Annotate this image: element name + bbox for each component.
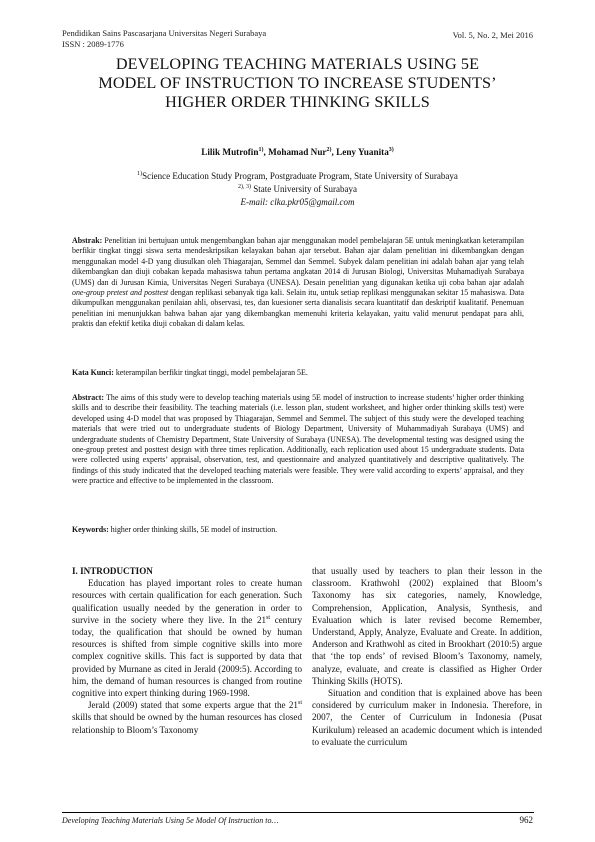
footer-running-title: Developing Teaching Materials Using 5e Model Of Instruction to… <box>62 816 279 825</box>
kata-kunci: Kata Kunci: keterampilan berfikir tingkat tinggi, model pembelajaran 5E. <box>72 368 308 377</box>
intro-paragraph-1: Education has played important roles to create human resources with certain qualification for each generation. Such qualification usually needed by the generation in order to survive in the society where they live. In the 21st century today, the qualification that should be owned by human resources is shifted from simple cognitive skills into more complex cognitive skills. This fact is supported by data that provided by Murnane as cited in Jerald (2009:5). According to him, the demand of human resources is changed from routine cognitive into expert thinking during 1969-1998. <box>72 578 303 699</box>
title-line-3: HIGHER ORDER THINKING SKILLS <box>165 93 430 111</box>
title-line-2: MODEL OF INSTRUCTION TO INCREASE STUDENTS’ <box>98 74 497 92</box>
affiliation-1: $^{1)}$Science Education Study Program, Postgraduate Program, State University of Surabaya <box>137 171 458 181</box>
footer-rule <box>62 812 534 813</box>
right-paragraph-1: that usually used by teachers to plan their lesson in the classroom. Krathwohl (2002) explained that Bloom’s Taxonomy has six categories, namely, Knowledge, Comprehension, Application, Analysis, Synthesis, and Evaluation which is later revised become Remember, Understand, Apply, Analyze, Evaluate and Create. In addition, Anderson and Krathwohl as cited in Brookhart (2010:5) argue that ‘the top ends’ of revised Bloom’s Taxonomy, namely, analyze, evaluate, and create is classified as Higher Order Thinking Skills (HOTS). <box>312 566 542 686</box>
title-line-1: DEVELOPING TEACHING MATERIALS USING 5E <box>115 55 480 73</box>
right-paragraph-2: Situation and condition that is explained above has been considered by curriculum maker in Indonesia. Therefore, in 2007, the Center of Curriculum in Indonesia (Pusat Kurikulum) released an academic document which is intended to evaluate the curriculum <box>312 688 542 747</box>
author-email: E-mail: clka.pkr05@gmail.com <box>240 197 355 207</box>
right-column <box>312 565 542 748</box>
journal-name: Pendidikan Sains Pascasarjana Universitas Negeri Surabaya <box>62 28 267 38</box>
author-1-sup: 1) <box>258 146 264 153</box>
left-column <box>72 565 302 736</box>
journal-header <box>62 28 266 50</box>
author-3-sup: 3) <box>388 146 394 153</box>
author-2-sup: 2) <box>326 146 332 153</box>
affiliation-2: $^{2), 3)}$ State University of Surabaya <box>238 184 357 194</box>
intro-paragraph-2: Jerald (2009) stated that some experts argue that the 21st skills that should be owned by the human resources has closed relationship to Bloom’s Taxonomy <box>72 700 302 735</box>
page-number: 962 <box>519 815 533 825</box>
abstract-label: Abstract: <box>72 393 104 402</box>
abstract-paragraph: Abstract: The aims of this study were to develop teaching materials using 5E model of instruction to increase students’ higher order thinking skills and to describe their feasibility. The teaching materials (i.e. lesson plan, student worksheet, and higher order thinking skills test) were developed using 4-D model that was proposed by Thiagarajan, Semmel and Semmel. The subject of this study were the developed teaching materials that were tried out to undergraduate students of Biology Department, University of Muhammadiyah Surabaya (UMS) and undergraduate students of Chemistry Department, State University of Surabaya (UNESA). The developmental testing was designed using the one-group pretest and posttest design with three times replication. Additionally, each replication used about 15 undergraduate students. Data were collected using experts’ appraisal, observation, test, and questionnaire and analyzed quantitatively and descriptive qualitatively. The findings of this study indicated that the developed teaching materials were feasible. They were valid according to experts’ appraisal, and they were practice and effective to be implemented in the classroom. <box>72 393 524 486</box>
journal-volume: Vol. 5, No. 2, Mei 2016 <box>452 30 533 40</box>
abstrak-label: Abstrak: <box>72 236 103 245</box>
kata-kunci-label: Kata Kunci: <box>72 368 114 377</box>
author-1: Lilik Mutrofin <box>201 147 259 157</box>
abstrak-paragraph: Abstrak: Penelitian ini bertujuan untuk mengembangkan bahan ajar menggunakan model pembelajaran 5E untuk meningkatkan keterampilan berfikir tingkat tinggi siswa serta mendeskripsikan kelayakan bahan ajar tersebut. Bahan ajar dalam penelitian ini dikembangkan dengan menggunakan model 4-D yang diusulkan oleh Thiagarajan, Semmel dan Semmel. Subyek dalam penelitian ini adalah bahan ajar yang telah dikembangkan dan diuji cobakan kepada mahasiswa tahun pertama angkatan 2014 di Jurusan Biologi, Universitas Muhamadiyah Surabaya (UMS) dan di Jurusan Kimia, Universitas Negeri Surabaya (UNESA). Desain penelitian yang digunakan ketika uji coba bahan ajar adalah one-group pretest and posttest dengan replikasi sebanyak tiga kali. Selain itu, untuk setiap replikasi menggunakan sekitar 15 mahasiswa. Data dikumpulkan menggunakan penilaian ahli, observasi, tes, dan kuesioner serta dianalisis secara kuantitatif dan deskriptif kualitatif. Penemuan penelitian ini menunjukkan bahwa bahan ajar yang dikembangkan memenuhi kriteria kelayakan, yaitu valid menurut pendapat para ahli, praktis dan efektif ketika diuji cobakan di dalam kelas. <box>72 236 524 329</box>
author-list: Lilik Mutrofin$^{1)}$, Mohamad Nur$^{2)}$, Leny Yuanita$^{3)}$ <box>201 146 394 157</box>
keywords: Keywords: higher order thinking skills, 5E model of instruction. <box>72 525 278 534</box>
section-title: I. INTRODUCTION <box>72 566 153 576</box>
author-3: Leny Yuanita <box>336 147 389 157</box>
keywords-label: Keywords: <box>72 525 109 534</box>
author-2: Mohamad Nur <box>268 147 327 157</box>
paper-title <box>60 55 535 112</box>
journal-issn: ISSN : 2089-1776 <box>62 39 124 49</box>
